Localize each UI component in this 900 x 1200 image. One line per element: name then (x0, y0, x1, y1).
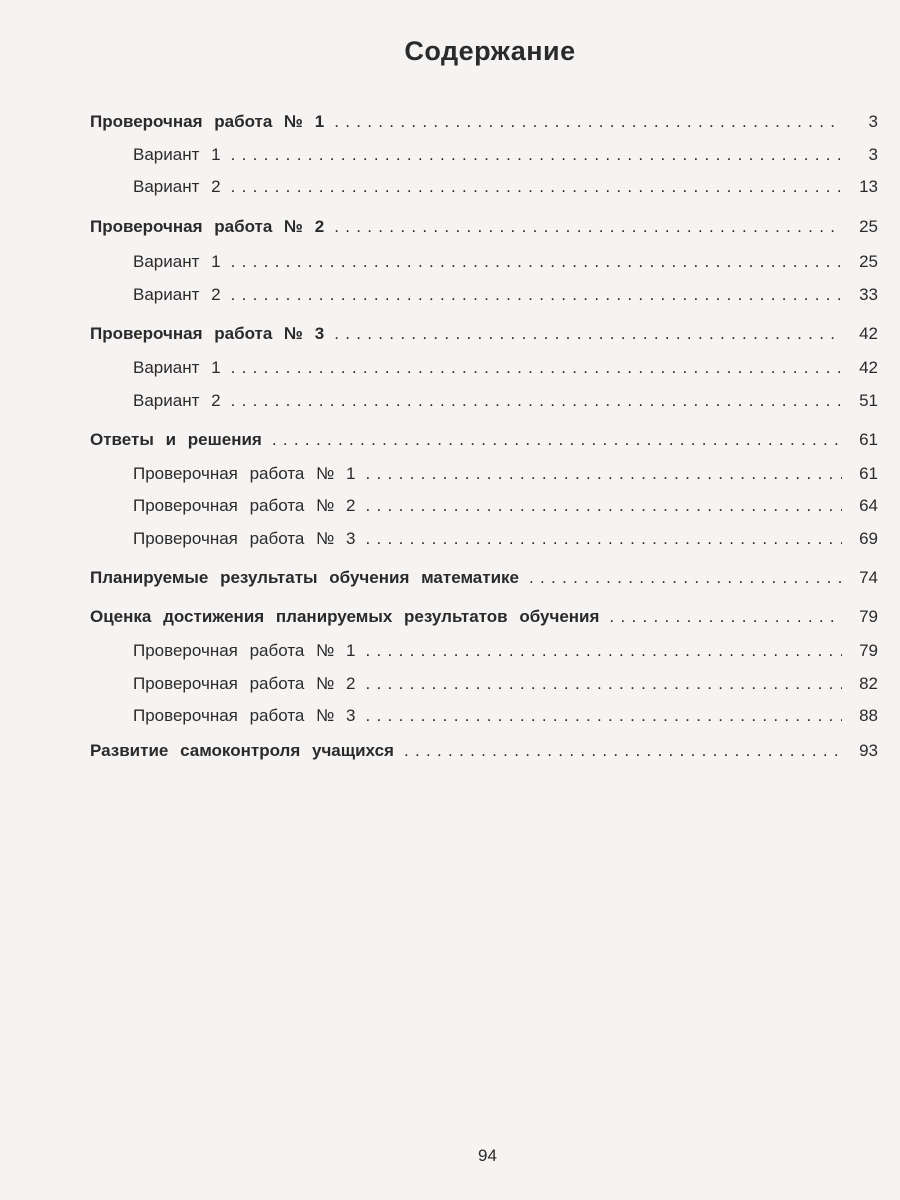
toc-entry[interactable] (90, 603, 878, 627)
toc-entry-label: Вариант 1 (133, 252, 221, 271)
toc-entry-label: Ответы и решения (90, 430, 262, 449)
dot-leader (404, 741, 842, 761)
toc-entry[interactable] (133, 387, 878, 411)
toc-entry[interactable] (133, 670, 878, 694)
dot-leader (529, 568, 842, 588)
toc-entry-label: Проверочная работа № 3 (133, 706, 356, 725)
dot-leader (334, 217, 842, 237)
dot-leader (231, 358, 842, 378)
toc-entry-label: Планируемые результаты обучения математике (90, 568, 519, 587)
toc-entry-page: 42 (859, 358, 878, 377)
toc-entry-page: 69 (859, 529, 878, 548)
toc-entry[interactable] (133, 354, 878, 378)
toc-entry-page: 3 (868, 112, 878, 131)
toc-entry[interactable] (133, 702, 878, 726)
page-title: Содержание (404, 36, 576, 66)
dot-leader (366, 529, 842, 549)
dot-leader (366, 706, 842, 726)
toc-entry[interactable] (133, 525, 878, 549)
toc-entry-page: 88 (859, 706, 878, 725)
toc-entry-label: Проверочная работа № 3 (90, 324, 325, 343)
page-number: 94 (478, 1146, 497, 1165)
toc-entry-label: Проверочная работа № 1 (90, 112, 325, 131)
toc-entry-label: Проверочная работа № 1 (133, 464, 356, 483)
toc-entry-label: Вариант 2 (133, 285, 221, 304)
toc-entry-page: 13 (859, 177, 878, 196)
toc-entry-page: 93 (859, 741, 878, 760)
dot-leader (272, 430, 842, 450)
toc-entry[interactable] (90, 564, 878, 588)
toc-entry[interactable] (133, 141, 878, 165)
dot-leader (231, 391, 842, 411)
dot-leader (231, 177, 842, 197)
toc-entry[interactable] (90, 213, 878, 237)
toc-entry-page: 51 (859, 391, 878, 410)
toc-entry[interactable] (133, 637, 878, 661)
toc-entry-page: 3 (868, 145, 878, 164)
dot-leader (366, 464, 842, 484)
toc-entry[interactable] (133, 492, 878, 516)
dot-leader (609, 607, 842, 627)
dot-leader (334, 324, 842, 344)
toc-entry-label: Проверочная работа № 3 (133, 529, 356, 548)
toc-entry-page: 25 (859, 252, 878, 271)
toc-entry[interactable] (133, 173, 878, 197)
toc-entry-label: Вариант 2 (133, 391, 221, 410)
toc-entry[interactable] (133, 281, 878, 305)
toc-entry[interactable] (90, 737, 878, 761)
toc-entry[interactable] (90, 320, 878, 344)
toc-entry-page: 79 (859, 641, 878, 660)
dot-leader (231, 285, 842, 305)
toc-entry-page: 33 (859, 285, 878, 304)
toc-entry-page: 61 (859, 430, 878, 449)
toc-entry-label: Развитие самоконтроля учащихся (90, 741, 394, 760)
toc-entry-page: 42 (859, 324, 878, 343)
toc-entry[interactable] (90, 426, 878, 450)
dot-leader (334, 112, 842, 132)
toc-entry-label: Вариант 2 (133, 177, 221, 196)
toc-entry-page: 61 (859, 464, 878, 483)
toc-entry[interactable] (90, 108, 878, 132)
toc-entry-label: Вариант 1 (133, 145, 221, 164)
toc-entry-label: Проверочная работа № 2 (133, 674, 356, 693)
toc-entry-label: Проверочная работа № 2 (133, 496, 356, 515)
toc-entry[interactable] (133, 248, 878, 272)
dot-leader (366, 641, 842, 661)
dot-leader (231, 252, 842, 272)
toc-entry-page: 79 (859, 607, 878, 626)
toc-entry-label: Оценка достижения планируемых результатов обучения (90, 607, 600, 626)
toc-entry-page: 64 (859, 496, 878, 515)
dot-leader (366, 674, 842, 694)
toc-entry-label: Проверочная работа № 1 (133, 641, 356, 660)
toc-entry-label: Вариант 1 (133, 358, 221, 377)
toc-entry[interactable] (133, 460, 878, 484)
dot-leader (366, 496, 842, 516)
dot-leader (231, 145, 842, 165)
toc-entry-page: 82 (859, 674, 878, 693)
toc-entry-page: 74 (859, 568, 878, 587)
toc-entry-page: 25 (859, 217, 878, 236)
toc-entry-label: Проверочная работа № 2 (90, 217, 325, 236)
